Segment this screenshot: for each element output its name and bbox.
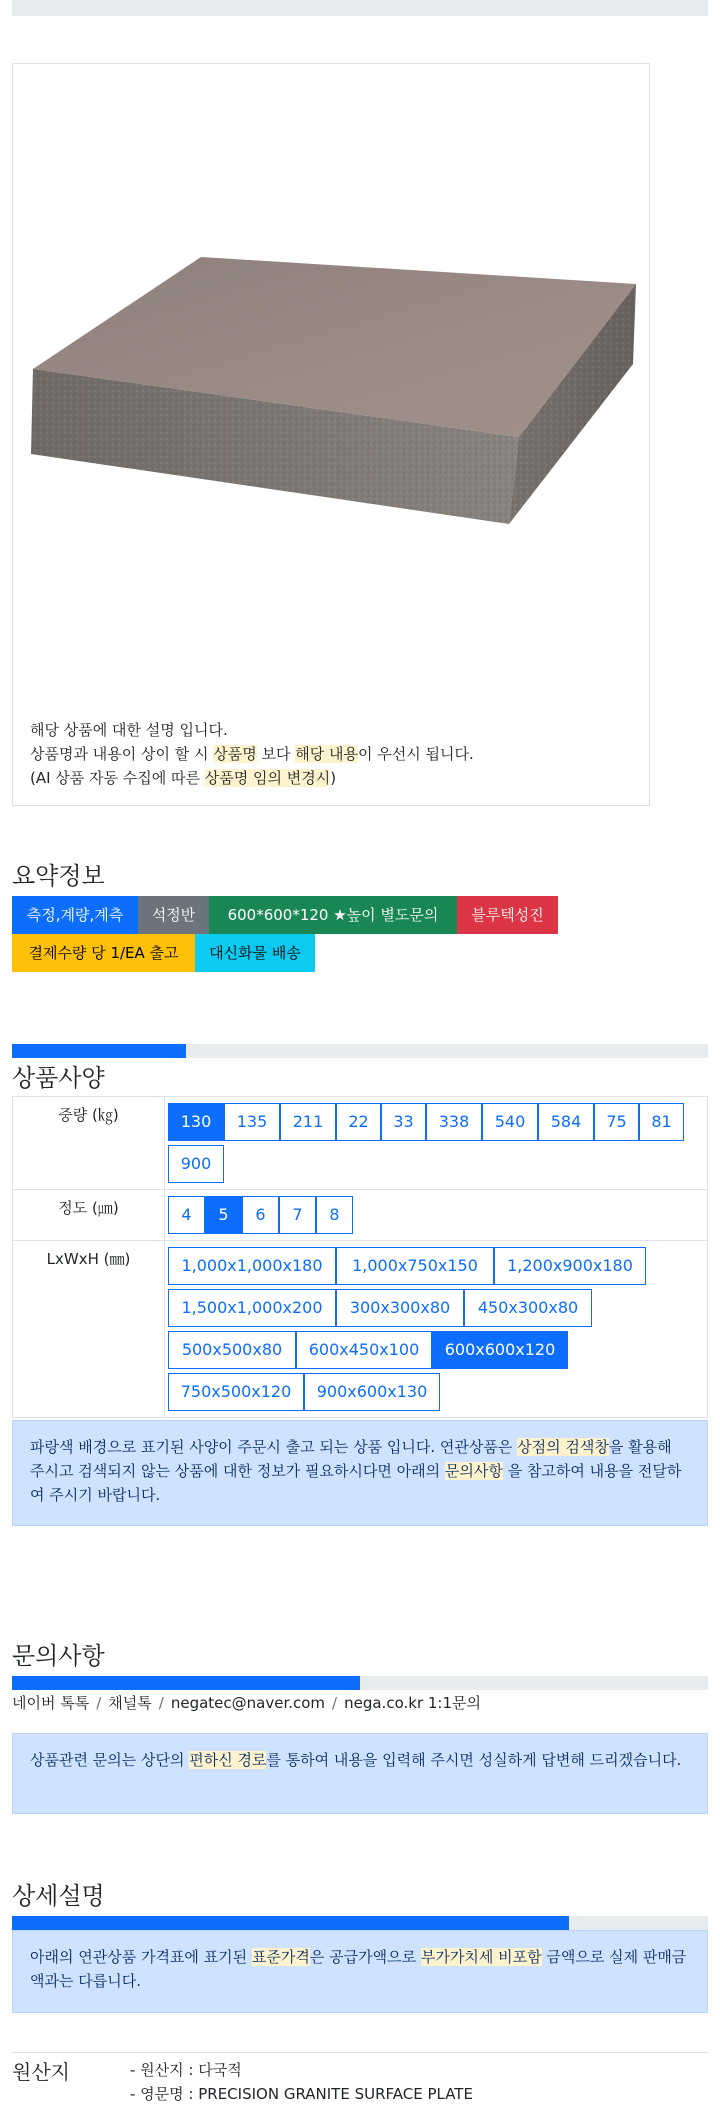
- description-line-3: (AI 상품 자동 수집에 따른 상품명 임의 변경시): [30, 769, 337, 787]
- dimension-options: [165, 1241, 707, 1417]
- top-bar: [12, 0, 708, 16]
- weight-option[interactable]: 130: [168, 1103, 224, 1141]
- product-image-box: [12, 63, 650, 806]
- origin-title: 원산지: [12, 2060, 70, 2084]
- spec-progress-fill: [12, 1044, 186, 1058]
- dimension-option[interactable]: 750x500x120: [168, 1373, 304, 1411]
- contact-email[interactable]: negatec@naver.com: [170, 1694, 326, 1712]
- badge-shipping-qty[interactable]: 결제수량 당 1/EA 출고: [12, 934, 195, 972]
- spec-row-dimensions: [13, 1241, 708, 1418]
- precision-options: [165, 1190, 707, 1240]
- inquiry-progress-fill: [12, 1676, 360, 1690]
- weight-option[interactable]: 211: [280, 1103, 336, 1141]
- origin-country: - 원산지 : 다국적: [130, 2061, 242, 2079]
- weight-options: [165, 1097, 707, 1189]
- spec-title: 상품사양: [12, 1064, 105, 1092]
- origin-english-name: - 영문명 : PRECISION GRANITE SURFACE PLATE: [130, 2085, 473, 2103]
- origin-divider: [12, 2052, 708, 2053]
- spec-label-dimensions: LxWxH (㎜): [13, 1241, 165, 1418]
- spec-row-weight: [13, 1097, 708, 1190]
- badge-brand[interactable]: 블루텍성진: [457, 896, 558, 934]
- origin-list: [130, 2058, 473, 2106]
- summary-title: 요약정보: [12, 862, 105, 890]
- detail-progress-fill: [12, 1916, 569, 1930]
- inquiry-progress-bar: [12, 1676, 708, 1690]
- detail-title: 상세설명: [12, 1882, 105, 1910]
- contact-channel-talk[interactable]: 채널톡: [108, 1694, 152, 1712]
- spec-row-precision: [13, 1190, 708, 1241]
- badge-category[interactable]: 측정,계량,계측: [12, 896, 138, 934]
- weight-option[interactable]: 33: [381, 1103, 426, 1141]
- weight-option[interactable]: 81: [639, 1103, 684, 1141]
- spec-table: [12, 1096, 708, 1418]
- dimension-option[interactable]: 1,000x1,000x180: [168, 1247, 336, 1285]
- dimension-option[interactable]: 1,500x1,000x200: [168, 1289, 336, 1327]
- detail-progress-bar: [12, 1916, 708, 1930]
- badge-delivery[interactable]: 대신화물 배송: [195, 934, 315, 972]
- badge-type[interactable]: 석정반: [138, 896, 209, 934]
- dimension-option[interactable]: 600x450x100: [296, 1331, 432, 1369]
- weight-option[interactable]: 584: [538, 1103, 594, 1141]
- dimension-option[interactable]: 900x600x130: [304, 1373, 440, 1411]
- spec-label-precision: 정도 (㎛): [13, 1190, 165, 1241]
- weight-option[interactable]: 22: [336, 1103, 381, 1141]
- dimension-option[interactable]: 1,000x750x150: [336, 1247, 494, 1285]
- precision-option[interactable]: 4: [168, 1196, 205, 1234]
- weight-option[interactable]: 135: [224, 1103, 280, 1141]
- description-line-2: 상품명과 내용이 상이 할 시 상품명 보다 해당 내용이 우선시 됩니다.: [30, 745, 474, 763]
- spec-label-weight: 중량 (㎏): [13, 1097, 165, 1190]
- badge-size[interactable]: 600*600*120 ★높이 별도문의: [209, 896, 457, 934]
- dimension-option[interactable]: 450x300x80: [464, 1289, 592, 1327]
- spec-notice: 파랑색 배경으로 표기된 사양이 주문시 출고 되는 상품 입니다. 연관상품은 상점의 검색창을 활용해 주시고 검색되지 않는 상품에 대한 정보가 필요하시다면 아래의 문의사항 을 참고하여 내용을 전달하여 주시기 바랍니다.: [12, 1420, 708, 1526]
- contact-links: 네이버 톡톡 / 채널톡 / negatec@naver.com / nega.co.kr 1:1문의: [12, 1694, 481, 1712]
- precision-option[interactable]: 8: [316, 1196, 353, 1234]
- dimension-option[interactable]: 300x300x80: [336, 1289, 464, 1327]
- dimension-option[interactable]: 500x500x80: [168, 1331, 296, 1369]
- dimension-option[interactable]: 600x600x120: [432, 1331, 568, 1369]
- weight-option[interactable]: 75: [594, 1103, 639, 1141]
- contact-naver-talk[interactable]: 네이버 톡톡: [12, 1694, 90, 1712]
- contact-site-inquiry[interactable]: nega.co.kr 1:1문의: [344, 1694, 481, 1712]
- precision-option[interactable]: 6: [242, 1196, 279, 1234]
- detail-notice: 아래의 연관상품 가격표에 표기된 표준가격은 공급가액으로 부가가치세 비포함 금액으로 실제 판매금액과는 다릅니다.: [12, 1930, 708, 2013]
- inquiry-notice: 상품관련 문의는 상단의 편하신 경로를 통하여 내용을 입력해 주시면 성실하게 답변해 드리겠습니다.: [12, 1733, 708, 1814]
- spec-progress-bar: [12, 1044, 708, 1058]
- dimension-option[interactable]: 1,200x900x180: [494, 1247, 646, 1285]
- product-image: [13, 64, 649, 624]
- weight-option[interactable]: 540: [482, 1103, 538, 1141]
- precision-option[interactable]: 7: [279, 1196, 316, 1234]
- product-description: [30, 718, 474, 790]
- precision-option[interactable]: 5: [205, 1196, 242, 1234]
- weight-option[interactable]: 338: [426, 1103, 482, 1141]
- inquiry-title: 문의사항: [12, 1642, 105, 1670]
- description-line-1: 해당 상품에 대한 설명 입니다.: [30, 721, 228, 739]
- weight-option[interactable]: 900: [168, 1145, 224, 1183]
